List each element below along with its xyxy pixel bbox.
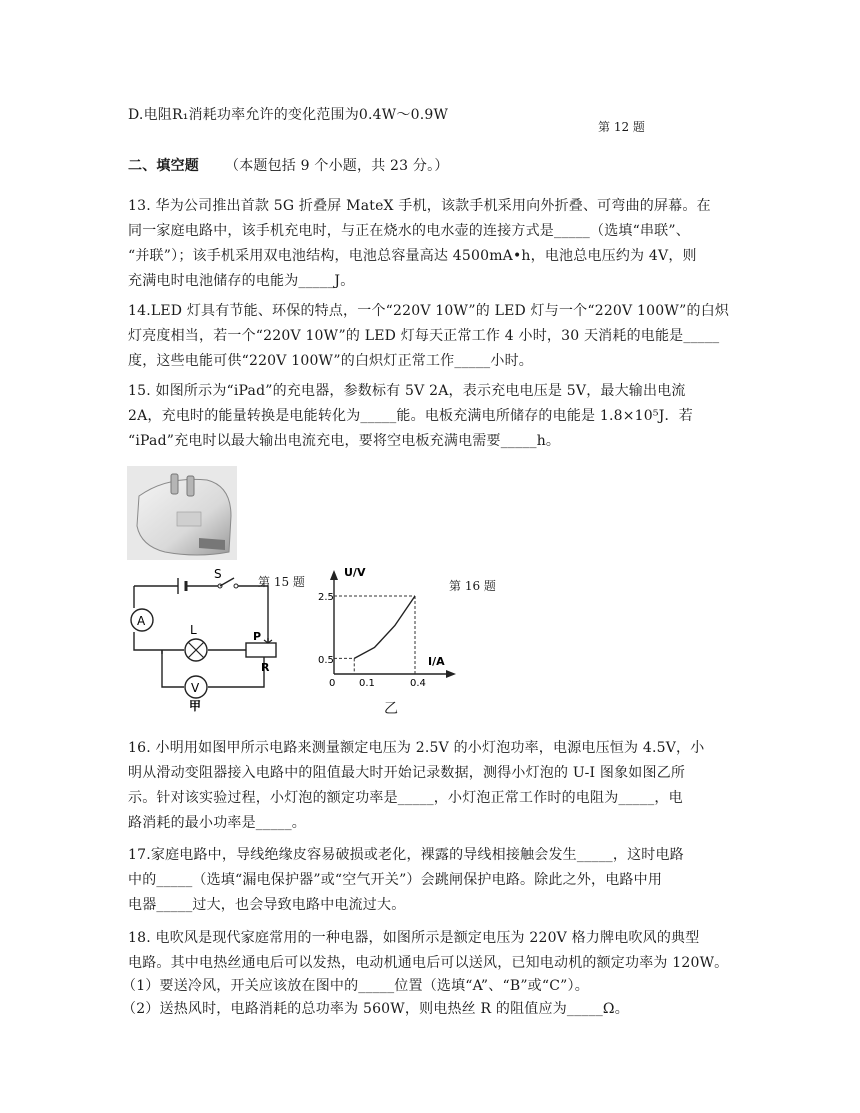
figure-15-caption: 第 15 题 <box>258 575 305 589</box>
question-13-line: 同一家庭电路中，该手机充电时，与正在烧水的电水壶的连接方式是_____（选填“串联”、 <box>128 223 690 239</box>
figure-12-caption: 第 12 题 <box>598 120 645 134</box>
u-i-curve <box>354 596 415 658</box>
question-13-line: “并联”）；该手机采用双电池结构，电池总容量高达 4500mA•h，电池总电压约为 4V，则 <box>128 248 697 264</box>
question-18-line: （2）送热风时，电路消耗的总功率为 560W，则电热丝 R 的阻值应为_____Ω。 <box>122 1001 629 1017</box>
question-17-line: 中的_____（选填“漏电保护器”或“空气开关”）会跳闸保护电路。除此之外，电路中用 <box>128 872 663 888</box>
question-14-line: 14.LED 灯具有节能、环保的特点，一个“220V 10W”的 LED 灯与一个“220V 100W”的白炽 <box>128 303 730 319</box>
y-tick-label: 0.5 <box>318 655 334 666</box>
ipad-charger-photo <box>127 466 237 560</box>
x-axis-label: I/A <box>428 655 445 668</box>
question-15-line: 2A，充电时的能量转换是电能转化为_____能。电板充满电所储存的电能是 1.8×10⁵J．若 <box>128 408 693 424</box>
origin-label: 0 <box>329 678 336 689</box>
question-15-line: “iPad”充电时以最大输出电流充电，要将空电板充满电需要_____h。 <box>128 433 561 449</box>
question-14-line: 灯亮度相当，若一个“220V 10W”的 LED 灯每天正常工作 4 小时，30 天消耗的电能是_____ <box>128 328 720 344</box>
circuit-diagram <box>126 568 286 716</box>
section-note: （本题包括 9 个小题，共 23 分。） <box>225 158 449 174</box>
question-17-line: 17.家庭电路中，导线绝缘皮容易破损或老化，裸露的导线相接触会发生_____，这时电路 <box>128 847 684 863</box>
question-16-line: 16. 小明用如图甲所示电路来测量额定电压为 2.5V 的小灯泡功率，电源电压恒为 4.5V，小 <box>128 740 705 756</box>
graph-name-label: 乙 <box>384 701 398 717</box>
question-13-line: 充满电时电池储存的电能为_____J。 <box>128 273 355 289</box>
question-13-line: 13. 华为公司推出首款 5G 折叠屏 MateX 手机，该款手机采用向外折叠、可弯曲的屏幕。在 <box>128 198 711 214</box>
question-16-line: 明从滑动变阻器接入电路中的阻值最大时开始记录数据，测得小灯泡的 U-I 图象如图乙所 <box>128 765 686 781</box>
question-18-line: 18. 电吹风是现代家庭常用的一种电器，如图所示是额定电压为 220V 格力牌电吹风的典型 <box>128 930 700 946</box>
question-16-line: 示。针对该实验过程，小灯泡的额定功率是_____，小灯泡正常工作时的电阻为_____，电 <box>128 790 683 806</box>
question-18-line: （1）要送冷风，开关应该放在图中的_____位置（选填“A”、“B”或“C”）。 <box>122 978 589 994</box>
section-title: 二、填空题 <box>128 158 199 174</box>
ammeter-label: A <box>137 614 146 628</box>
x-tick-label: 0.1 <box>359 678 375 689</box>
question-18-line: 电路。其中电热丝通电后可以发热，电动机通电后可以送风，已知电动机的额定功率为 120W。 <box>128 955 729 971</box>
option-d: D.电阻R₁消耗功率允许的变化范围为0.4W～0.9W <box>128 107 449 123</box>
section-heading <box>128 155 449 175</box>
circuit-name: 甲 <box>189 699 202 713</box>
x-tick-label: 0.4 <box>410 678 426 689</box>
question-17-line: 电器_____过大，也会导致电路中电流过大。 <box>128 897 406 913</box>
slider-label: P <box>253 630 262 643</box>
voltmeter-label: V <box>191 681 200 695</box>
lamp-label: L <box>190 623 197 637</box>
y-axis-label: U/V <box>344 566 366 579</box>
question-16-line: 路消耗的最小功率是_____。 <box>128 815 306 831</box>
ui-graph <box>318 562 468 690</box>
rheostat-label: R <box>261 661 270 674</box>
y-tick-label: 2.5 <box>318 592 334 603</box>
figure-16-caption: 第 16 题 <box>449 579 496 593</box>
question-14-line: 度，这些电能可供“220V 100W”的白炽灯正常工作_____小时。 <box>128 353 533 369</box>
switch-label: S <box>214 568 222 581</box>
question-15-line: 15. 如图所示为“iPad”的充电器，参数标有 5V 2A，表示充电电压是 5V，最大输出电流 <box>128 383 686 399</box>
